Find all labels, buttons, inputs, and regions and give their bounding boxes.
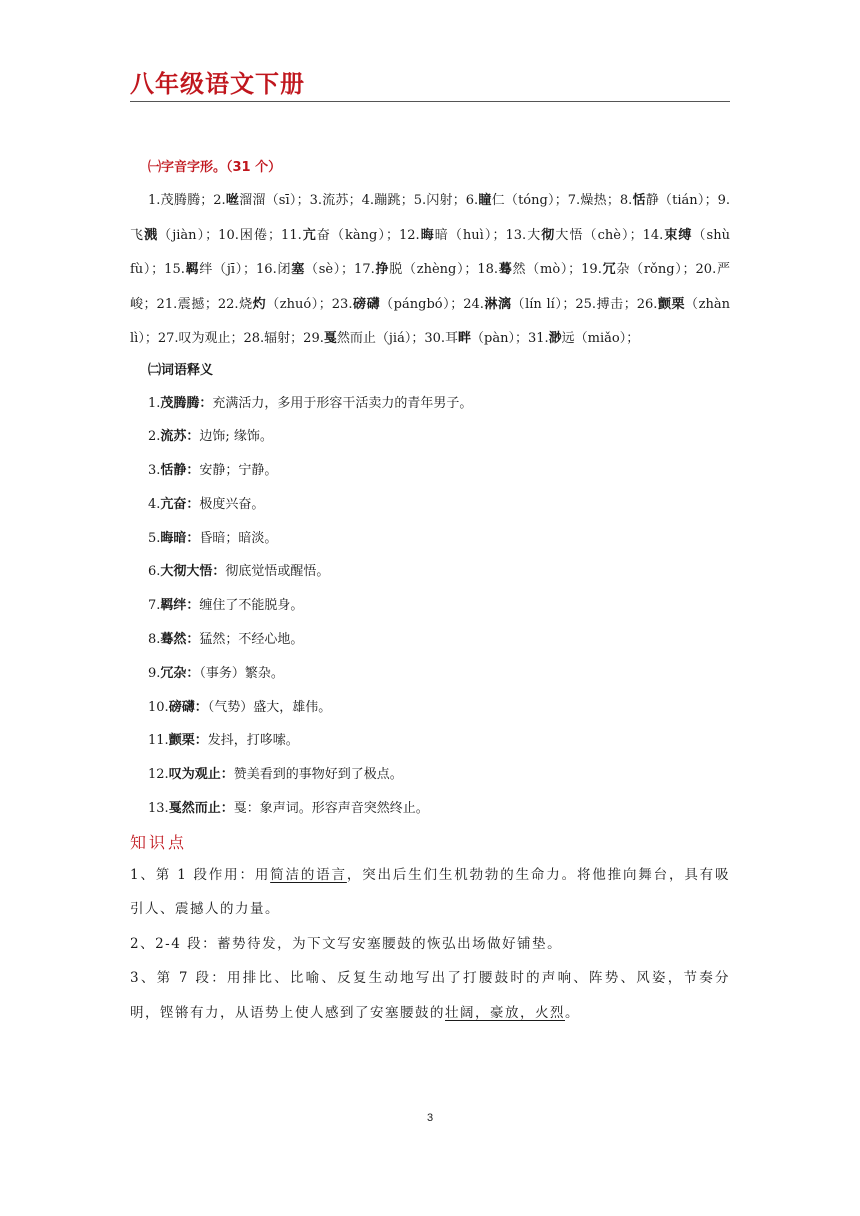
definition-term: 流苏： <box>160 429 200 445</box>
definition-text: （气势）盛大，雄伟。 <box>207 699 332 715</box>
definition-number: 7. <box>148 598 161 614</box>
pronunciation-text: 奋（kàng）；12. <box>316 227 420 243</box>
definition-text: 缠住了不能脱身。 <box>199 598 304 614</box>
definition-number: 10. <box>148 699 169 715</box>
pronunciation-character: 瞳 <box>478 193 492 208</box>
pronunciation-text: 大 <box>526 227 542 243</box>
definition-term: 亢奋： <box>160 496 200 512</box>
definition-text: 彻底觉悟或醒悟。 <box>225 564 330 580</box>
pronunciation-text: （sè）；17. <box>304 262 375 277</box>
definition-text: 极度兴奋。 <box>199 496 265 512</box>
definition-text: 戛：象声词。形容声音突然终止。 <box>233 801 429 817</box>
definition-term: 冗杂： <box>160 665 200 681</box>
pronunciation-character: 溅 <box>144 227 159 243</box>
definition-item <box>148 420 730 454</box>
definition-item <box>148 454 730 488</box>
pronunciation-text: bó）；24. <box>426 296 484 312</box>
definition-term: 恬静： <box>160 463 200 479</box>
definition-item <box>148 758 730 792</box>
pronunciation-character: 塞 <box>291 262 305 277</box>
pronunciation-character: 晦 <box>419 227 435 243</box>
definition-item <box>148 657 730 691</box>
definition-text: 赞美看到的事物好到了极点。 <box>233 767 403 783</box>
pronunciation-text: 静（tián）；9.飞 <box>130 193 730 243</box>
pronunciation-character: 畔 <box>458 331 472 346</box>
definition-term: 磅礴： <box>168 699 208 715</box>
pronunciation-text: （jiàn）；10.困倦；11. <box>158 227 302 243</box>
definition-number: 6. <box>148 564 161 580</box>
definition-number: 11. <box>148 733 169 749</box>
page-number: 3 <box>426 1112 434 1124</box>
knowledge-point-1 <box>130 858 730 927</box>
pronunciation-character: 冗 <box>601 262 617 277</box>
definition-number: 5. <box>148 530 161 546</box>
pronunciation-character: 挣 <box>374 262 390 277</box>
pronunciation-character: 磅礴 <box>352 296 381 312</box>
pronunciation-character: 咝 <box>225 193 240 208</box>
definition-term: 颤栗： <box>168 733 208 749</box>
pronunciation-text: 脱（zhèng）； <box>389 262 478 277</box>
definition-item <box>148 623 730 657</box>
knowledge-points-title: 知识点 <box>130 832 188 852</box>
definition-term: 羁绊： <box>160 598 200 614</box>
pronunciation-character: 恬 <box>632 193 646 208</box>
pronunciation-character: 渺 <box>548 331 562 346</box>
definition-item <box>148 387 730 421</box>
definition-number: 4. <box>148 496 161 512</box>
definition-text: 发抖，打哆嗦。 <box>207 733 299 749</box>
pronunciation-character: 戛 <box>323 331 337 346</box>
pronunciation-text: （shù fù）；15. <box>130 227 730 277</box>
pronunciation-character: 淋漓 <box>483 296 512 312</box>
definition-text: 充满活力，多用于形容干活卖力的青年男子。 <box>212 395 473 411</box>
pronunciation-paragraph <box>130 184 730 357</box>
definition-text: 昏暗；暗淡。 <box>199 530 278 546</box>
pronunciation-text: 溜溜（sī）；3.流苏；4.蹦跳；5.闪射；6. <box>239 193 479 208</box>
pronunciation-text: 然（mò）；19. <box>512 262 602 277</box>
pronunciation-character: 颤栗 <box>657 296 686 312</box>
kp1-text-a: 1、第 1 段作用：用 <box>130 866 271 883</box>
definition-term: 大彻大悟： <box>160 564 226 580</box>
definition-text: 安静；宁静。 <box>199 463 278 479</box>
header-divider <box>130 101 730 102</box>
pronunciation-text: 大悟（chè）；14. <box>555 227 664 243</box>
pronunciation-text: 18. <box>477 262 499 277</box>
pronunciation-text: 1.茂腾腾；2. <box>148 193 226 208</box>
pronunciation-text: 29. <box>303 331 324 346</box>
definition-number: 8. <box>148 632 161 648</box>
definition-item <box>148 589 730 623</box>
pronunciation-text: （lín lí）；25.搏击；26. <box>511 296 658 312</box>
pronunciation-text: （páng <box>380 296 427 312</box>
pronunciation-text: 8. <box>619 193 633 208</box>
pronunciation-text: 暗（huì）；13. <box>434 227 527 243</box>
knowledge-point-2: 2、2-4 段：蓄势待发，为下文写安塞腰鼓的恢弘出场做好铺垫。 <box>130 935 563 952</box>
document-body <box>130 156 730 1030</box>
pronunciation-text: 绊（jī）；16.闭 <box>199 262 292 277</box>
pronunciation-text: 仁（tóng）；7.燥热； <box>491 193 620 208</box>
pronunciation-text: 远（miǎo）； <box>561 331 640 346</box>
definition-text: 边饰; 缘饰。 <box>199 429 273 445</box>
definitions-list <box>130 387 730 826</box>
definition-item <box>148 488 730 522</box>
definition-text: （事务）繁杂。 <box>199 665 284 681</box>
definition-term: 晦暗： <box>160 530 200 546</box>
definition-number: 12. <box>148 767 169 783</box>
pronunciation-character: 束缚 <box>663 227 693 243</box>
definition-item <box>148 792 730 826</box>
definition-number: 1. <box>148 395 161 411</box>
pronunciation-character: 羁 <box>184 262 200 277</box>
kp1-underlined: 简洁的语言 <box>270 866 347 883</box>
pronunciation-text: （zhàn lì）；27.叹为观止；28.辐射； <box>130 296 730 346</box>
pronunciation-character: 灼 <box>252 296 267 312</box>
pronunciation-text: （zhuó）；23. <box>266 296 353 312</box>
definition-item <box>148 555 730 589</box>
pronunciation-character: 亢 <box>301 227 317 243</box>
pronunciation-character: 蓦 <box>498 262 513 277</box>
kp3-underlined: 壮阔，豪放，火烈 <box>445 1004 565 1021</box>
definition-term: 戛然而止： <box>168 801 234 817</box>
pronunciation-character: 彻 <box>541 227 556 243</box>
kp3-text-b: 。 <box>565 1004 580 1021</box>
definition-number: 3. <box>148 463 161 479</box>
pronunciation-text: （pàn）；31. <box>471 331 549 346</box>
section-definitions-title: ㈡词语释义 <box>148 362 214 378</box>
definition-number: 9. <box>148 665 161 681</box>
definition-term: 叹为观止： <box>168 767 234 783</box>
pronunciation-text: 杂（rǒng）；20.严峻；21.震撼；22.烧 <box>130 262 730 312</box>
definition-item <box>148 691 730 725</box>
definition-term: 蓦然： <box>160 632 200 648</box>
kp3-text-a: 3、第 7 段：用排比、比喻、反复生动地写出了打腰鼓时的声响、阵势、风姿，节奏分明，铿锵有力，从语势上使人感到了安塞腰鼓的 <box>130 970 730 1021</box>
definition-item <box>148 724 730 758</box>
kp1-text-b: ，突出后生们生机勃勃的生命力。将他推向舞台，具有吸引人、震撼人的力量。 <box>130 866 731 918</box>
definition-text: 猛然；不经心地。 <box>199 632 304 648</box>
definition-item <box>148 522 730 556</box>
section-pronunciation-title: ㈠字音字形。（31 个） <box>148 160 282 175</box>
pronunciation-text: 然而止（jiá）；30.耳 <box>336 331 458 346</box>
definition-number: 13. <box>148 801 169 817</box>
knowledge-point-3 <box>130 961 730 1030</box>
header-title: 八年级语文下册 <box>130 70 305 98</box>
definition-number: 2. <box>148 429 161 445</box>
definition-term: 茂腾腾： <box>160 395 213 411</box>
